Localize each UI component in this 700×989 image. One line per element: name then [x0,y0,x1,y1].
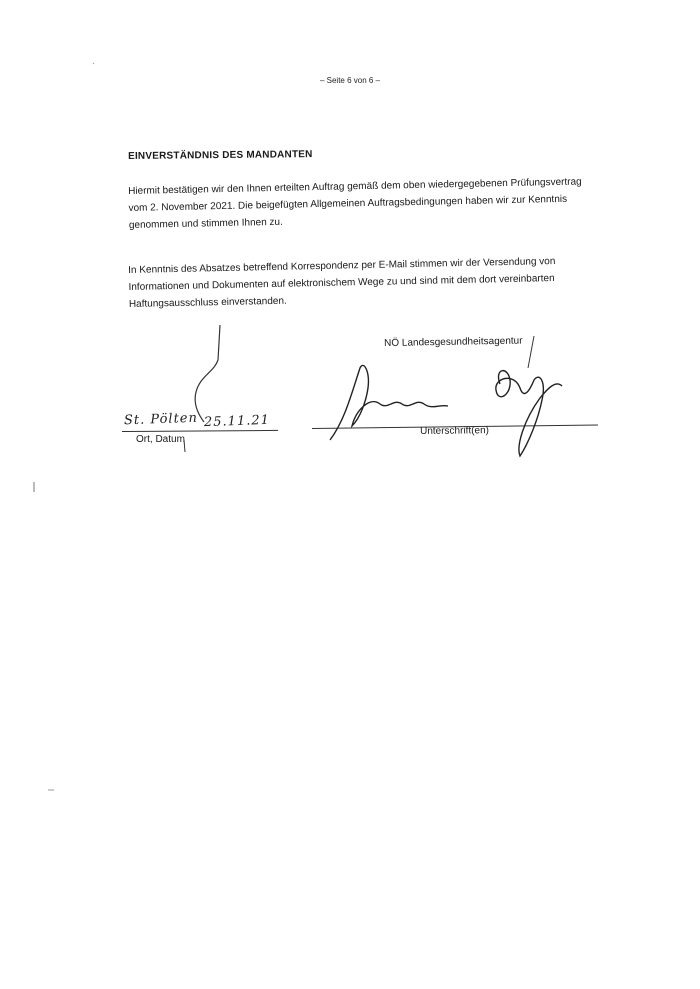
confirmation-paragraph: Hiermit bestätigen wir den Ihnen erteilten Auftrag gemäß dem oben wiedergegebenen Prüfungsvertrag vom 2. November 2021. Die beigefügten Allgemeinen Auftragsbedingungen haben wir zur Kenntnis genommen und stimmen Ihnen zu. [128,176,582,231]
handwritten-date: 25.11.21 [203,412,271,431]
section-heading: EINVERSTÄNDNIS DES MANDANTEN [128,149,313,162]
right-signature [330,365,448,440]
place-date-label: Ort, Datum [136,434,185,445]
page-number: – Seite 6 von 6 – [319,76,381,85]
organization-name: NÖ Landesgesundheitsagentur [384,335,523,349]
right-signature-flourish [496,371,562,456]
signature-label: Unterschrift(en) [420,425,490,437]
handwritten-place: St. Pölten [123,410,199,429]
org-name-slash [528,336,534,368]
left-tick-mark [184,440,185,452]
email-consent-paragraph: In Kenntnis des Absatzes betreffend Korrespondenz per E-Mail stimmen wir der Versendung von Informationen und Dokumenten auf elektronischem Wege zu und sind mit dem dort vereinbarten Haftungsausschluss einverstanden. [128,256,556,310]
scan-mark-top [93,63,94,64]
left-signature-stroke [195,325,220,422]
